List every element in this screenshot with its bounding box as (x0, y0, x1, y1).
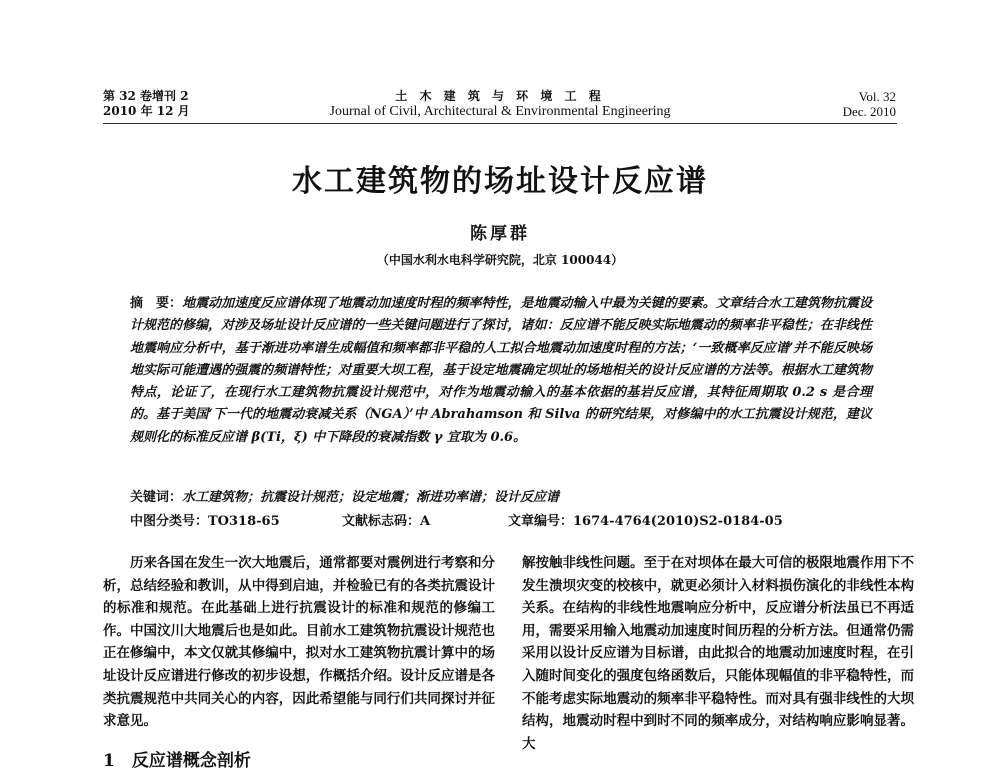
journal-name-cn: 土 木 建 筑 与 环 境 工 程 (395, 89, 605, 103)
abstract-text: 地震动加速度反应谱体现了地震动加速度时程的频率特性，是地震动输入中最为关键的要素。文章结合水工建筑物抗震设计规范的修编，对涉及场址设计反应谱的一些关键问题进行了探讨，诸如：反应谱不能反映实际地震动的频率非平稳性；在非线性地震响应分析中，基于渐进功率谱生成幅值和频率都非平稳的人工拟合地震动加速度时程的方法；‘一致概率反应谱’并不能反映场地实际可能遭遇的强震的频谱特性；对重要大坝工程，基于设定地震确定坝址的场地相关的设计反应谱的方法等。根据水工建筑物特点，论证了，在现行水工建筑物抗震设计规范中，对作为地震动输入的基本依据的基岩反应谱，其特征周期取 0.2 s 是合理的。基于美国‘下一代的地震动衰减关系（NGA）’中 Abrahamson 和 Silva 的研究结果，对修编中的水工抗震设计规范，建议规则化的标准反应谱 β(Ti，ξ) 中下降段的衰减指数 γ 宜取为 0.6。 (130, 296, 872, 445)
header-volume-cn: 第 32 卷增刊 2 (103, 89, 189, 103)
document-code: 文献标志码：A (342, 514, 431, 529)
keywords (130, 486, 872, 505)
section-heading-1: 1 反应谱概念剖析 (103, 751, 251, 771)
header-rule (103, 123, 897, 124)
abstract (130, 293, 872, 449)
abstract-label: 摘 要： (130, 296, 183, 311)
clc-number: 中图分类号：TO318-65 (130, 514, 280, 529)
header-date-cn: 2010 年 12 月 (103, 104, 190, 118)
article-number: 文章编号：1674-4764(2010)S2-0184-05 (508, 514, 783, 529)
keywords-text: 水工建筑物；抗震设计规范；设定地震；渐进功率谱；设计反应谱 (182, 490, 560, 505)
header-volume-date-en (843, 89, 896, 119)
header-date-en: Dec. 2010 (842, 104, 896, 119)
author-affiliation: （中国水利水电科学研究院，北京 100044） (376, 253, 624, 267)
paper-title: 水工建筑物的场址设计反应谱 (292, 164, 708, 199)
keywords-label: 关键词： (130, 490, 183, 505)
journal-name-en: Journal of Civil, Architectural & Environmental Engineering (329, 104, 671, 119)
body-column-right: 解按触非线性问题。至于在对坝体在最大可信的极限地震作用下不发生溃坝灾变的校核中，就更必须计入材料损伤演化的非线性本构关系。在结构的非线性地震响应分析中，反应谱分析法虽已不再适用，需要采用输入地震动加速度时间历程的分析方法。但通常仍需采用以设计反应谱为目标谱，由此拟合的地震动加速度时程，在引入随时间变化的强度包络函数后，只能体现幅值的非平稳特性，而不能考虑实际地震动的频率非平稳特性。而对具有强非线性的大坝结构，地震动时程中到时不同的频率成分，对结构响应影响显著。大 (522, 555, 914, 752)
header-volume-en: Vol. 32 (858, 89, 896, 104)
body-column-left: 历来各国在发生一次大地震后，通常都要对震例进行考察和分析，总结经验和教训，从中得到启迪，并检验已有的各类抗震设计的标准和规范。在此基础上进行抗震设计的标准和规范的修编工作。中国汶川大地震后也是如此。目前水工建筑物抗震设计规范也正在修编中，本文仅就其修编中，拟对水工建筑物抗震计算中的场址设计反应谱进行修改的初步设想，作概括介绍。设计反应谱是各类抗震规范中共同关心的内容，因此希望能与同行们共同探讨并征求意见。 (103, 555, 495, 730)
paper-author: 陈厚群 (470, 224, 530, 244)
